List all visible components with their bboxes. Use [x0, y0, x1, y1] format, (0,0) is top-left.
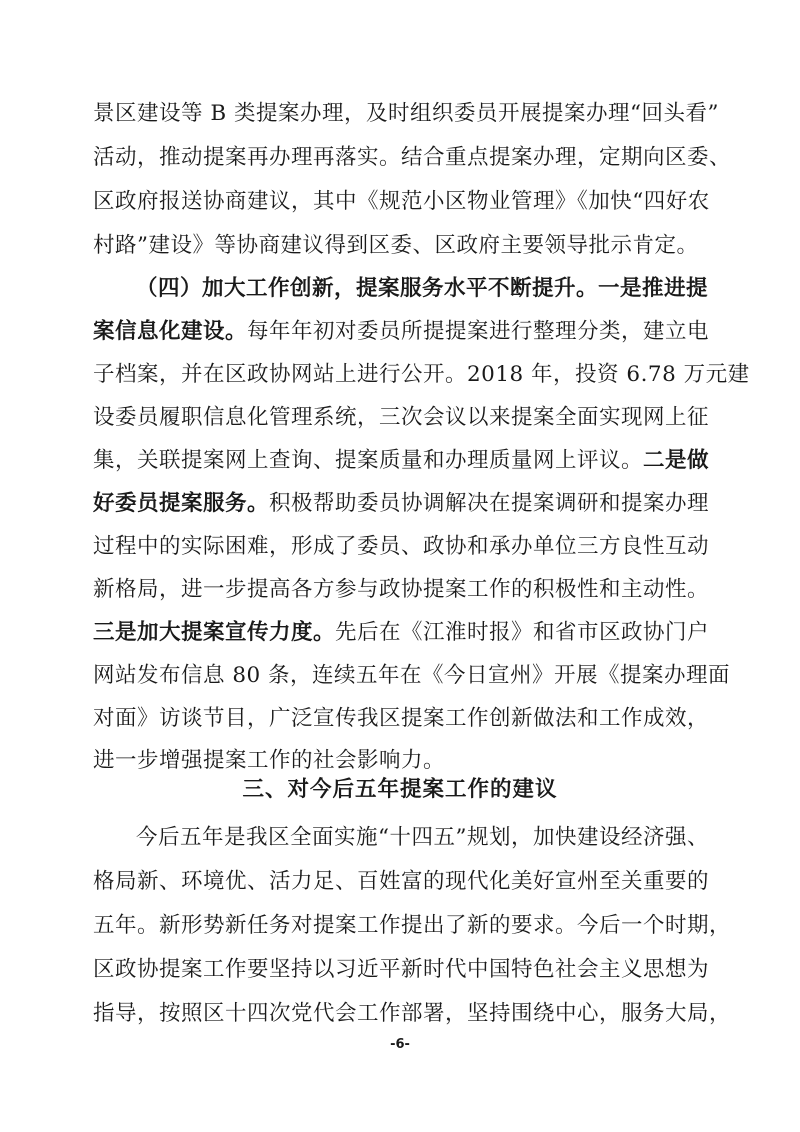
body-line [93, 314, 708, 350]
page-number: -6- [390, 1037, 410, 1052]
body-text: 先后在《江淮时报》和省市区政协门户 [335, 620, 710, 645]
bold-phrase: 好委员提案服务。 [93, 491, 270, 516]
body-line: 今后五年是我区全面实施“十四五”规划，加快建设经济强、 [136, 825, 709, 850]
bold-phrase: 三是加大提案宣传力度。 [93, 620, 336, 645]
body-text: 积极帮助委员协调解决在提案调研和提案办理 [269, 491, 710, 516]
body-line: 格局新、环境优、活力足、百姓富的现代化美好宣州至关重要的 [93, 869, 710, 894]
body-line: 活动，推动提案再办理再落实。结合重点提案办理，定期向区委、 [93, 145, 732, 170]
body-line: 新格局，进一步提高各方参与政协提案工作的积极性和主动性。 [93, 577, 710, 602]
body-line: 过程中的实际困难，形成了委员、政协和承办单位三方良性互动 [93, 534, 710, 559]
body-line: 进一步增强提案工作的社会影响力。 [93, 748, 446, 773]
body-line: 子档案，并在区政协网站上进行公开。2018 年，投资 6.78 万元建 [93, 362, 750, 387]
bold-phrase: 案信息化建设。 [93, 319, 248, 344]
body-line [93, 486, 708, 522]
body-line: 指导，按照区十四次党代会工作部署，坚持围绕中心，服务大局， [93, 1001, 732, 1026]
body-line: 对面》访谈节目，广泛宣传我区提案工作创新做法和工作成效， [93, 706, 710, 731]
body-line [93, 615, 708, 651]
subsection-heading: （四）加大工作创新，提案服务水平不断提升。一是推进提 [136, 276, 709, 301]
body-line: 景区建设等 B 类提案办理，及时组织委员开展提案办理“回头看” [93, 101, 719, 126]
section-heading: 三、对今后五年提案工作的建议 [242, 777, 558, 802]
body-text: 每年年初对委员所提提案进行整理分类，建立电 [247, 319, 710, 344]
bold-phrase: 二是做 [643, 448, 710, 473]
body-line: 五年。新形势新任务对提案工作提出了新的要求。今后一个时期， [93, 913, 732, 938]
body-line: 区政协提案工作要坚持以习近平新时代中国特色社会主义思想为 [93, 957, 710, 982]
body-text: 集，关联提案网上查询、提案质量和办理质量网上评议。 [93, 448, 644, 473]
body-line: 设委员履职信息化管理系统，三次会议以来提案全面实现网上征 [93, 405, 710, 430]
body-line: 区政府报送协商建议，其中《规范小区物业管理》《加快“四好农 [93, 189, 710, 214]
body-line [93, 443, 708, 479]
body-line: 村路”建设》等协商建议得到区委、区政府主要领导批示肯定。 [93, 233, 699, 258]
body-line: 网站发布信息 80 条，连续五年在《今日宣州》开展《提案办理面 [93, 663, 731, 688]
